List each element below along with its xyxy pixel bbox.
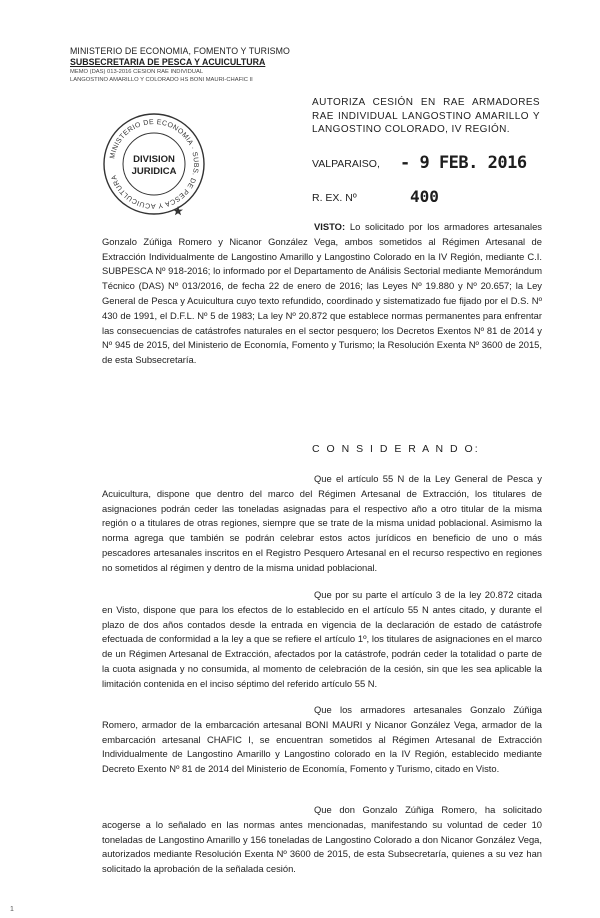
considerando-heading: C O N S I D E R A N D O: [312, 443, 480, 455]
considerando-paragraph-1: Que el artículo 55 N de la Ley General de Pesca y Acuicultura, dispone que dentro del marco del Régimen Artesanal de Extracción, los titulares de asignaciones podrán ceder las toneladas asignadas para el respectivo año a otro titular de la misma región o a titulares de otras regiones, siempre que se trate de la misma unidad poblacional. Asimismo la norma agrega que también se podrán celebrar estos actos jurídicos en beneficio de uno o más pescadores artesanales inscritos en el Registro Pesquero Artesanal en el recurso respectivo en regiones no sometidos al régimen y dentro de la misma unidad poblacional. [102, 473, 542, 573]
ministry-name: MINISTERIO DE ECONOMIA, FOMENTO Y TURISMO [70, 46, 290, 56]
considerando-paragraph-2: Que por su parte el artículo 3 de la ley 20.872 citada en Visto, dispone que para los efectos de lo establecido en el artículo 55 N antes citado, y durante el plazo de dos años contados desde la entrada en vigencia de la declaración de estado de catástrofe efectuada de conformidad a la ley a que se refiere el artículo 1º, los titulares de asignaciones en el marco de un Régimen Artesanal de Extracción, afectados por la catástrofe, podrán ceder la totalidad o parte de la cuota asignada y no consumida, al momento de celebración de la cesión, sin que les sea aplicable la limitación contenida en el inciso séptimo del referido artículo 55 N. [102, 589, 542, 689]
considerando-paragraph-3: Que los armadores artesanales Gonzalo Zúñiga Romero, armador de la embarcación artesanal BONI MAURI y Nicanor González Vega, armador de la embarcación artesanal CHAFIC I, se encuentran sometidos al Régimen Artesanal de Extracción Individualmente de Langostino Amarillo y Langostino colorado en la IV Región, establecido mediante Decreto Exento Nº 81 de 2014 del Ministerio de Economía, Fomento y Turismo, citado en Visto. [102, 704, 542, 775]
visto-text: Lo solicitado por los armadores artesanales Gonzalo Zúñiga Romero y Nicanor González Vega, ambos sometidos al Régimen Artesanal de Extracción Individualmente de Langostino Amarillo y Langostino Colorado en la IV Región, mediante C.I. SUBPESCA Nº 918-2016; lo informado por el Departamento de Análisis Sectorial mediante Memorándum Técnico (DAS) Nº 013/2016, de fecha 22 de enero de 2016; las Leyes Nº 19.880 y Nº 20.657; la Ley General de Pesca y Acuicultura cuyo texto refundido, coordinado y sistematizado fue fijado por el D.S. Nº 430 de 1991, el D.F.L. Nº 5 de 1983; La ley Nº 20.872 que establece normas permanentes para enfrentar las consecuencias de catástrofes naturales en el sector pesquero; los Decretos Exentos Nº 81 de 2014 y Nº 945 de 2015, del Ministerio de Economía, Fomento y Turismo; la Resolución Exenta Nº 3600 de 2015, de esta Subsecretaría. [102, 221, 542, 366]
star-icon [173, 206, 183, 215]
subsecretaria-name: SUBSECRETARIA DE PESCA Y ACUICULTURA [70, 57, 266, 67]
letterhead [70, 46, 330, 85]
place-date-line [312, 153, 542, 175]
place-label: VALPARAISO, [312, 158, 380, 170]
date-stamp: - 9 FEB. 2016 [400, 153, 527, 173]
rex-number: 400 [410, 187, 439, 206]
subject-reference: LANGOSTINO AMARILLO Y COLORADO HS BONI MAURI-CHAFIC II [70, 77, 253, 84]
corner-page-mark: 1 [10, 906, 14, 913]
stamp-ring-text: MINISTERIO DE ECONOMIA · SUBS. DE PESCA Y ACUICULTURA [109, 118, 200, 210]
resolution-number-line [312, 189, 512, 207]
stamp-division-text: DIVISION [133, 154, 175, 165]
visto-paragraph [102, 220, 542, 368]
rex-label: R. EX. Nº [312, 192, 357, 204]
resolution-title: AUTORIZA CESIÓN EN RAE ARMADORES RAE INDIVIDUAL LANGOSTINO AMARILLO Y LANGOSTINO COLORADO, IV REGIÓN. [312, 97, 540, 135]
visto-label: VISTO: [314, 221, 346, 232]
division-juridica-stamp [102, 112, 206, 216]
stamp-juridica-text: JURIDICA [131, 166, 177, 177]
considerando-paragraph-4: Que don Gonzalo Zúñiga Romero, ha solicitado acogerse a lo señalado en las normas antes mencionadas, manifestando su voluntad de ceder 10 toneladas de Langostino Amarillo y 156 toneladas de Langostino Colorado a don Nicanor González Vega, autorizados mediante Resolución Exenta Nº 3600 de 2015, de esta Subsecretaría, quienes a su vez han solicitado la aprobación de la señalada cesión. [102, 804, 542, 875]
memo-reference: MEMO (DAS) 013-2016 CESION RAE INDIVIDUAL [70, 69, 204, 75]
